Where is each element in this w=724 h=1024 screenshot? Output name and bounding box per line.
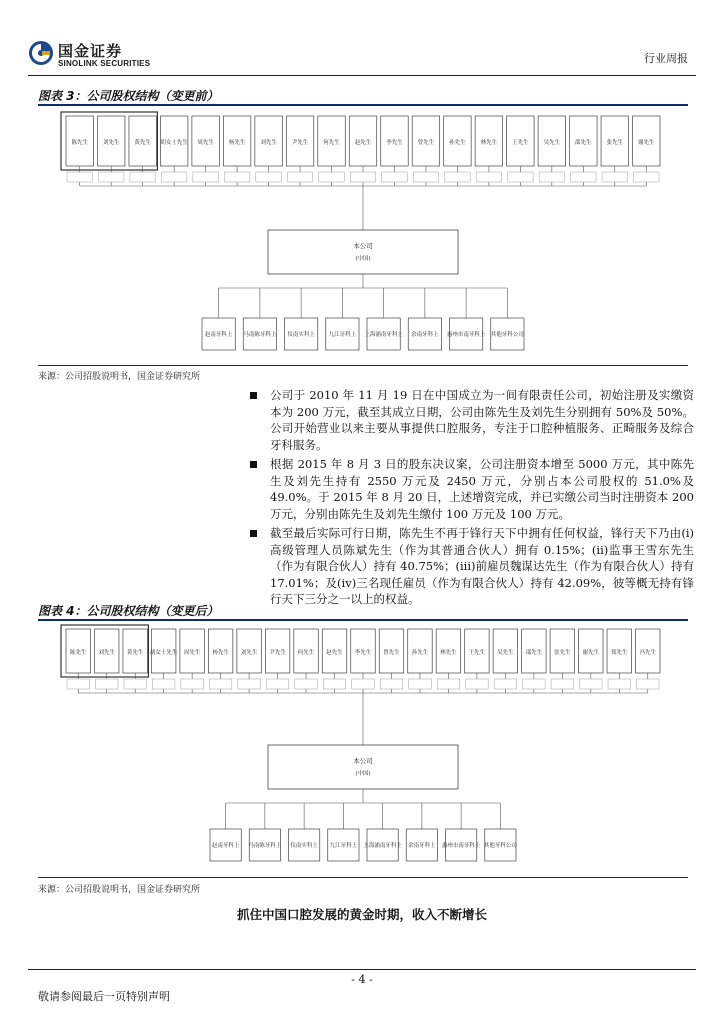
figure3-source: 来源：公司招股说明书，国金证券研究所	[38, 372, 201, 382]
subsidiary-label: 马南陈牙科上	[248, 843, 282, 849]
shareholder-label: 曾先生	[383, 650, 400, 656]
company-box	[268, 745, 458, 789]
shareholder-label: 尹先生	[269, 650, 286, 656]
subsidiary-label: 九江牙科上	[329, 843, 358, 849]
shareholder-label: 杨先生	[228, 140, 246, 146]
percent-cell	[380, 679, 402, 689]
shareholder-label: 何先生	[323, 140, 340, 146]
report-type: 行业周报	[644, 52, 688, 65]
logo-english-name: SINOLINK SECURITIES	[58, 59, 151, 68]
percent-cell	[571, 172, 596, 182]
percent-cell	[437, 679, 459, 689]
percent-cell	[382, 172, 407, 182]
company-sub-label: (中国)	[355, 256, 371, 262]
subsidiary-label: 赵南牙科上	[204, 332, 233, 338]
shareholder-label: 陈先生	[69, 650, 87, 656]
subsidiary-label: 余南牙科上	[408, 843, 436, 849]
percent-cell	[238, 679, 260, 689]
shareholder-label: 邵先生	[525, 650, 543, 656]
percent-cell	[508, 172, 533, 182]
shareholder-label: 谢先生	[638, 140, 655, 146]
shareholder-label: 何先生	[297, 650, 315, 656]
percent-cell	[287, 172, 312, 182]
shareholder-label: 胡女士先生	[149, 650, 178, 656]
subsidiary-label: 其他牙科公司	[490, 332, 524, 338]
percent-cell	[539, 172, 564, 182]
percent-cell	[224, 172, 249, 182]
percent-cell	[266, 679, 288, 689]
percent-cell	[295, 679, 317, 689]
percent-cell	[494, 679, 516, 689]
shareholder-label: 刘先生	[260, 140, 277, 146]
shareholder-label: 林先生	[480, 140, 498, 146]
shareholder-label: 刘先生	[240, 650, 258, 656]
percent-cell	[67, 679, 89, 689]
figure3-structure-chart	[38, 106, 688, 364]
bullet-square-icon	[250, 392, 257, 399]
bullet-item: 公司于 2010 年 11 月 19 日在中国成立为一间有限责任公司，初始注册及实缴资本为 200 万元，截至其成立日期，公司由陈先生及刘先生分别拥有 50%及 50%。公司开始营业以来主要从事提供口腔服务，专注于口腔种植服务、正畸服务及综合牙科服务。	[248, 387, 694, 453]
percent-cell	[209, 679, 231, 689]
percent-cell	[409, 679, 431, 689]
percent-cell	[256, 172, 281, 182]
percent-cell	[124, 679, 146, 689]
percent-cell	[608, 679, 630, 689]
percent-cell	[634, 172, 659, 182]
figure4-bottom-rule	[38, 877, 688, 878]
shareholder-label: 王先生	[512, 140, 529, 146]
shareholder-label: 张先生	[606, 140, 624, 146]
percent-cell	[152, 679, 174, 689]
company-box	[268, 230, 458, 274]
shareholder-label: 陈先生	[71, 140, 88, 146]
shareholder-label: 周先生	[183, 650, 201, 656]
bullet-square-icon	[250, 530, 257, 537]
percent-cell	[161, 172, 186, 182]
subsidiary-label: 九江牙科上	[328, 332, 357, 338]
percent-cell	[445, 172, 470, 182]
shareholder-label: 郑先生	[611, 650, 628, 656]
subsidiary-label: 上海浦南牙科上	[363, 843, 402, 849]
percent-cell	[466, 679, 488, 689]
shareholder-label: 周先生	[197, 140, 214, 146]
percent-cell	[580, 679, 602, 689]
subsidiary-label: 赵南牙科上	[211, 843, 240, 849]
company-label: 本公司	[353, 242, 373, 250]
percent-cell	[551, 679, 573, 689]
figure4-structure-chart	[38, 621, 688, 875]
shareholder-label: 杨先生	[212, 650, 229, 656]
shareholder-label: 林先生	[440, 650, 457, 656]
subsidiary-label: 上海浦南牙科上	[364, 332, 403, 338]
subsidiary-label: 仪南实科上	[290, 843, 318, 849]
percent-cell	[413, 172, 438, 182]
bullet-square-icon	[250, 461, 257, 468]
figure4-caption: 图表 4：公司股权结构（变更后）	[38, 604, 219, 618]
shareholder-label: 张先生	[554, 650, 571, 656]
shareholder-label: 刘先生	[98, 650, 115, 656]
shareholder-label: 吴先生	[543, 140, 561, 146]
shareholder-label: 李先生	[354, 650, 372, 656]
subsidiary-label: 余南牙科上	[411, 332, 439, 338]
percent-cell	[602, 172, 627, 182]
logo-chinese-name: 国金证券	[58, 42, 123, 60]
shareholder-label: 谢先生	[582, 650, 600, 656]
company-label: 本公司	[353, 757, 373, 765]
percent-cell	[476, 172, 501, 182]
shareholder-label: 曾先生	[417, 140, 435, 146]
footer-disclaimer-note: 敬请参阅最后一页特别声明	[38, 990, 170, 1003]
shareholder-label: 邵先生	[575, 140, 592, 146]
shareholder-label: 李先生	[386, 140, 403, 146]
figure3-caption: 图表 3：公司股权结构（变更前）	[38, 89, 219, 103]
shareholder-label: 孙先生	[411, 650, 429, 656]
shareholder-label: 刘先生	[102, 140, 120, 146]
shareholder-label: 赵先生	[326, 650, 343, 656]
footer-divider	[28, 969, 696, 970]
figure3-bottom-rule	[38, 365, 688, 366]
bullet-item: 截至最后实际可行日期，陈先生不再于锋行天下中拥有任何权益，锋行天下乃由(i)高级管理人员陈斌先生（作为其普通合伙人）拥有 0.15%；(ii)监事王雪东先生（作为有限合伙人）持有 40.75%；(iii)前雇员魏谋达先生（作为有限合伙人）持有 17.01%；及(iv)三名现任雇员（作为有限合伙人）持有 42.09%，彼等概无持有锋行天下三分之一以上的权益。	[248, 525, 694, 608]
subsidiary-label: 马南陈牙科上	[243, 332, 277, 338]
shareholder-label: 孙先生	[449, 140, 466, 146]
percent-cell	[350, 172, 375, 182]
shareholder-label: 胡女士先生	[160, 140, 188, 146]
shareholder-label: 吴先生	[497, 650, 514, 656]
shareholder-label: 黄先生	[134, 140, 151, 146]
shareholder-label: 赵先生	[354, 140, 372, 146]
subsidiary-label: 惠州市南牙科上	[446, 332, 486, 338]
shareholder-label: 冯先生	[639, 650, 657, 656]
percent-cell	[181, 679, 203, 689]
percent-cell	[323, 679, 345, 689]
percent-cell	[193, 172, 218, 182]
header-divider	[28, 75, 696, 76]
section-title: 抓住中国口腔发展的黄金时期，收入不断增长	[236, 907, 487, 922]
shareholder-label: 黄先生	[126, 650, 144, 656]
percent-cell	[67, 172, 92, 182]
percent-cell	[637, 679, 659, 689]
percent-cell	[523, 679, 545, 689]
shareholder-label: 尹先生	[291, 140, 309, 146]
subsidiary-label: 其他牙科公司	[483, 843, 517, 849]
percent-cell	[352, 679, 374, 689]
percent-cell	[98, 172, 123, 182]
company-sub-label: (中国)	[355, 771, 371, 777]
percent-cell	[319, 172, 344, 182]
subsidiary-label: 惠州市南牙科上	[441, 843, 481, 849]
percent-cell	[95, 679, 117, 689]
shareholder-label: 王先生	[468, 650, 486, 656]
percent-cell	[130, 172, 155, 182]
bullet-item: 根据 2015 年 8 月 3 日的股东决议案，公司注册资本增至 5000 万元，其中陈先生及刘先生持有 2550 万元及 2450 万元，分别占本公司股权的 51.0%及 49.0%。于 2015 年 8 月 20 日，上述增资完成，并已实缴公司当时注册资本 200 万元，分别由陈先生及刘先生缴付 100 万元及 100 万元。	[248, 456, 694, 522]
bullet-list	[248, 387, 694, 611]
sinolink-logo-icon	[28, 40, 54, 66]
figure4-source: 来源：公司招股说明书，国金证券研究所	[38, 885, 201, 895]
subsidiary-label: 仪南实科上	[287, 332, 315, 338]
page-number: - 4 -	[351, 973, 373, 986]
